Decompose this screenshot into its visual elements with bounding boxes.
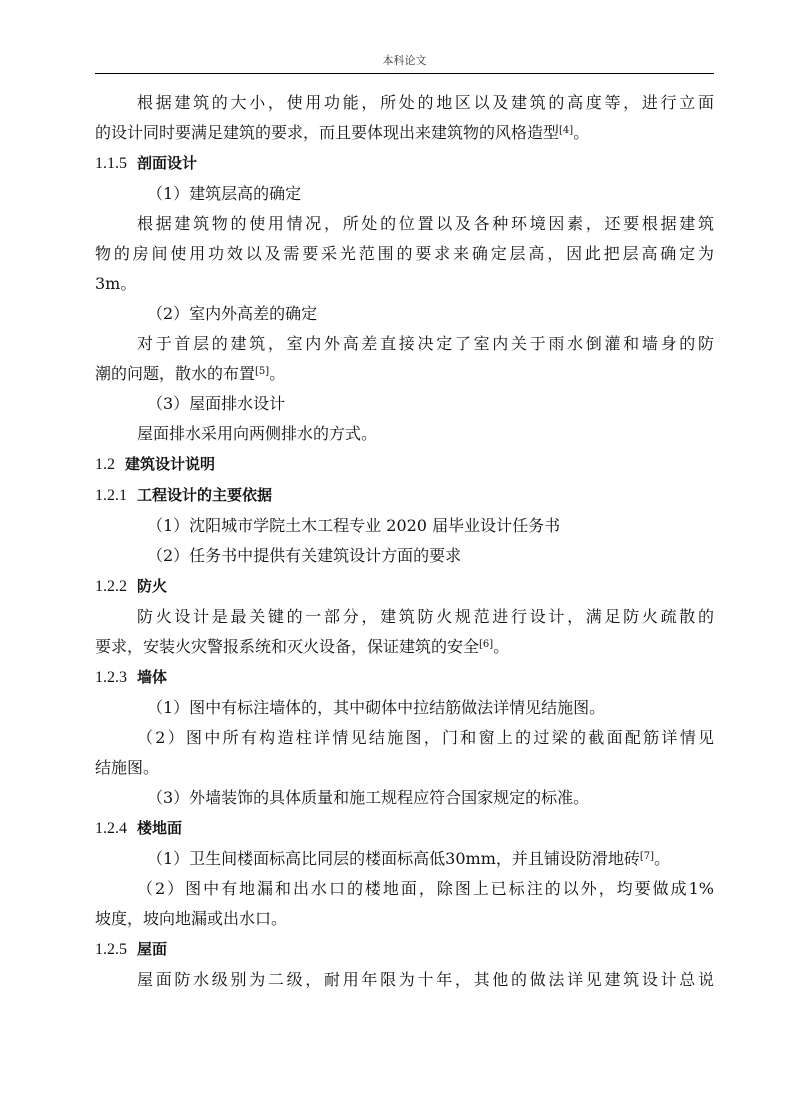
line-text: （1）卫生间楼面标高比同层的楼面标高低30mm，并且铺设防滑地砖 — [147, 849, 640, 868]
section-number: 1.2.2 — [95, 578, 127, 595]
paragraph-line — [95, 753, 714, 783]
list-item — [95, 541, 714, 571]
section-heading — [95, 449, 714, 480]
line-tail: 。 — [654, 849, 671, 868]
line-text: （2）图中有地漏和出水口的楼地面，除图上已标注的以外，均要做成1% — [137, 879, 714, 898]
list-item — [95, 783, 714, 813]
paragraph-line — [95, 632, 714, 662]
section-heading — [95, 934, 714, 965]
citation-ref: [5] — [255, 366, 270, 377]
line-text: （2）任务书中提供有关建筑设计方面的要求 — [147, 546, 462, 565]
section-title: 屋面 — [137, 940, 168, 958]
line-text: 3m。 — [95, 274, 137, 293]
section-heading — [95, 480, 714, 511]
line-text: 潮的问题，散水的布置 — [95, 364, 256, 383]
paragraph-line — [95, 904, 714, 934]
line-text: 防火设计是最关键的一部分，建筑防火规范进行设计，满足防火疏散的 — [137, 607, 714, 626]
section-title: 剖面设计 — [137, 154, 198, 172]
line-text: （1）建筑层高的确定 — [147, 184, 302, 203]
section-number: 1.2.4 — [95, 820, 127, 837]
paragraph — [95, 723, 714, 783]
line-tail: 。 — [573, 123, 590, 142]
paragraph — [95, 329, 714, 389]
section-number: 1.2.3 — [95, 669, 127, 686]
line-text: 根据建筑物的使用情况，所处的位置以及各种环境因素，还要根据建筑 — [137, 214, 714, 233]
paragraph-line — [95, 269, 714, 299]
section-heading — [95, 148, 714, 179]
paragraph-line — [95, 118, 714, 148]
section-heading — [95, 813, 714, 844]
paragraph-line — [95, 359, 714, 389]
paragraph — [95, 602, 714, 662]
section-title: 防火 — [137, 577, 168, 595]
list-item — [95, 179, 714, 209]
paragraph-line — [95, 239, 714, 269]
line-text: （3）屋面排水设计 — [147, 394, 286, 413]
line-text: 的设计同时要满足建筑的要求，而且要体现出来建筑物的风格造型 — [95, 123, 560, 142]
paragraph — [95, 965, 714, 995]
paragraph-line — [95, 965, 714, 995]
line-text: 根据建筑的大小，使用功能，所处的地区以及建筑的高度等，进行立面 — [137, 93, 714, 112]
paragraph-line — [95, 209, 714, 239]
line-text: （1）图中有标注墙体的，其中砌体中拉结筋做法详情见结施图。 — [147, 698, 606, 717]
list-item — [95, 299, 714, 329]
body-text — [95, 88, 714, 995]
line-tail: 。 — [493, 637, 510, 656]
line-text: 坡度，坡向地漏或出水口。 — [95, 909, 288, 928]
section-title: 墙体 — [137, 668, 168, 686]
paragraph-line — [95, 723, 714, 753]
section-heading — [95, 662, 714, 693]
paragraph — [95, 88, 714, 148]
citation-ref: [6] — [479, 639, 494, 650]
list-item — [95, 844, 714, 874]
line-text: （2）室内外高差的确定 — [147, 304, 318, 323]
paragraph — [95, 874, 714, 934]
paragraph-line — [95, 88, 714, 118]
line-text: （3）外墙装饰的具体质量和施工规程应符合国家规定的标准。 — [147, 788, 590, 807]
line-text: 物的房间使用功效以及需要采光范围的要求来确定层高，因此把层高确定为 — [95, 244, 714, 263]
line-tail: 。 — [269, 364, 286, 383]
line-text: 对于首层的建筑，室内外高差直接决定了室内关于雨水倒灌和墙身的防 — [137, 334, 714, 353]
line-text: （2）图中所有构造柱详情见结施图，门和窗上的过梁的截面配筋详情见 — [137, 728, 714, 747]
section-number: 1.1.5 — [95, 155, 127, 172]
list-item — [95, 389, 714, 419]
section-title: 楼地面 — [137, 819, 183, 837]
section-number: 1.2 — [95, 456, 115, 473]
paragraph — [95, 419, 714, 449]
line-text: 屋面排水采用向两侧排水的方式。 — [137, 424, 378, 443]
line-text: （1）沈阳城市学院土木工程专业 2020 届毕业设计任务书 — [147, 516, 561, 535]
list-item — [95, 693, 714, 723]
line-text: 要求，安装火灾警报系统和灭火设备，保证建筑的安全 — [95, 637, 480, 656]
section-title: 建筑设计说明 — [125, 455, 216, 473]
citation-ref: [4] — [559, 125, 574, 136]
section-number: 1.2.5 — [95, 941, 127, 958]
line-text: 屋面防水级别为二级，耐用年限为十年，其他的做法详见建筑设计总说 — [137, 970, 714, 989]
section-number: 1.2.1 — [95, 487, 127, 504]
list-item — [95, 511, 714, 541]
paragraph — [95, 209, 714, 299]
paragraph-line — [95, 874, 714, 904]
paragraph-line — [95, 602, 714, 632]
citation-ref: [7] — [639, 851, 655, 862]
paragraph-line — [95, 419, 714, 449]
section-title: 工程设计的主要依据 — [137, 486, 273, 504]
paragraph-line — [95, 329, 714, 359]
header-rule — [95, 73, 714, 74]
line-text: 结施图。 — [95, 758, 160, 777]
section-heading — [95, 571, 714, 602]
running-header: 本科论文 — [382, 54, 427, 67]
